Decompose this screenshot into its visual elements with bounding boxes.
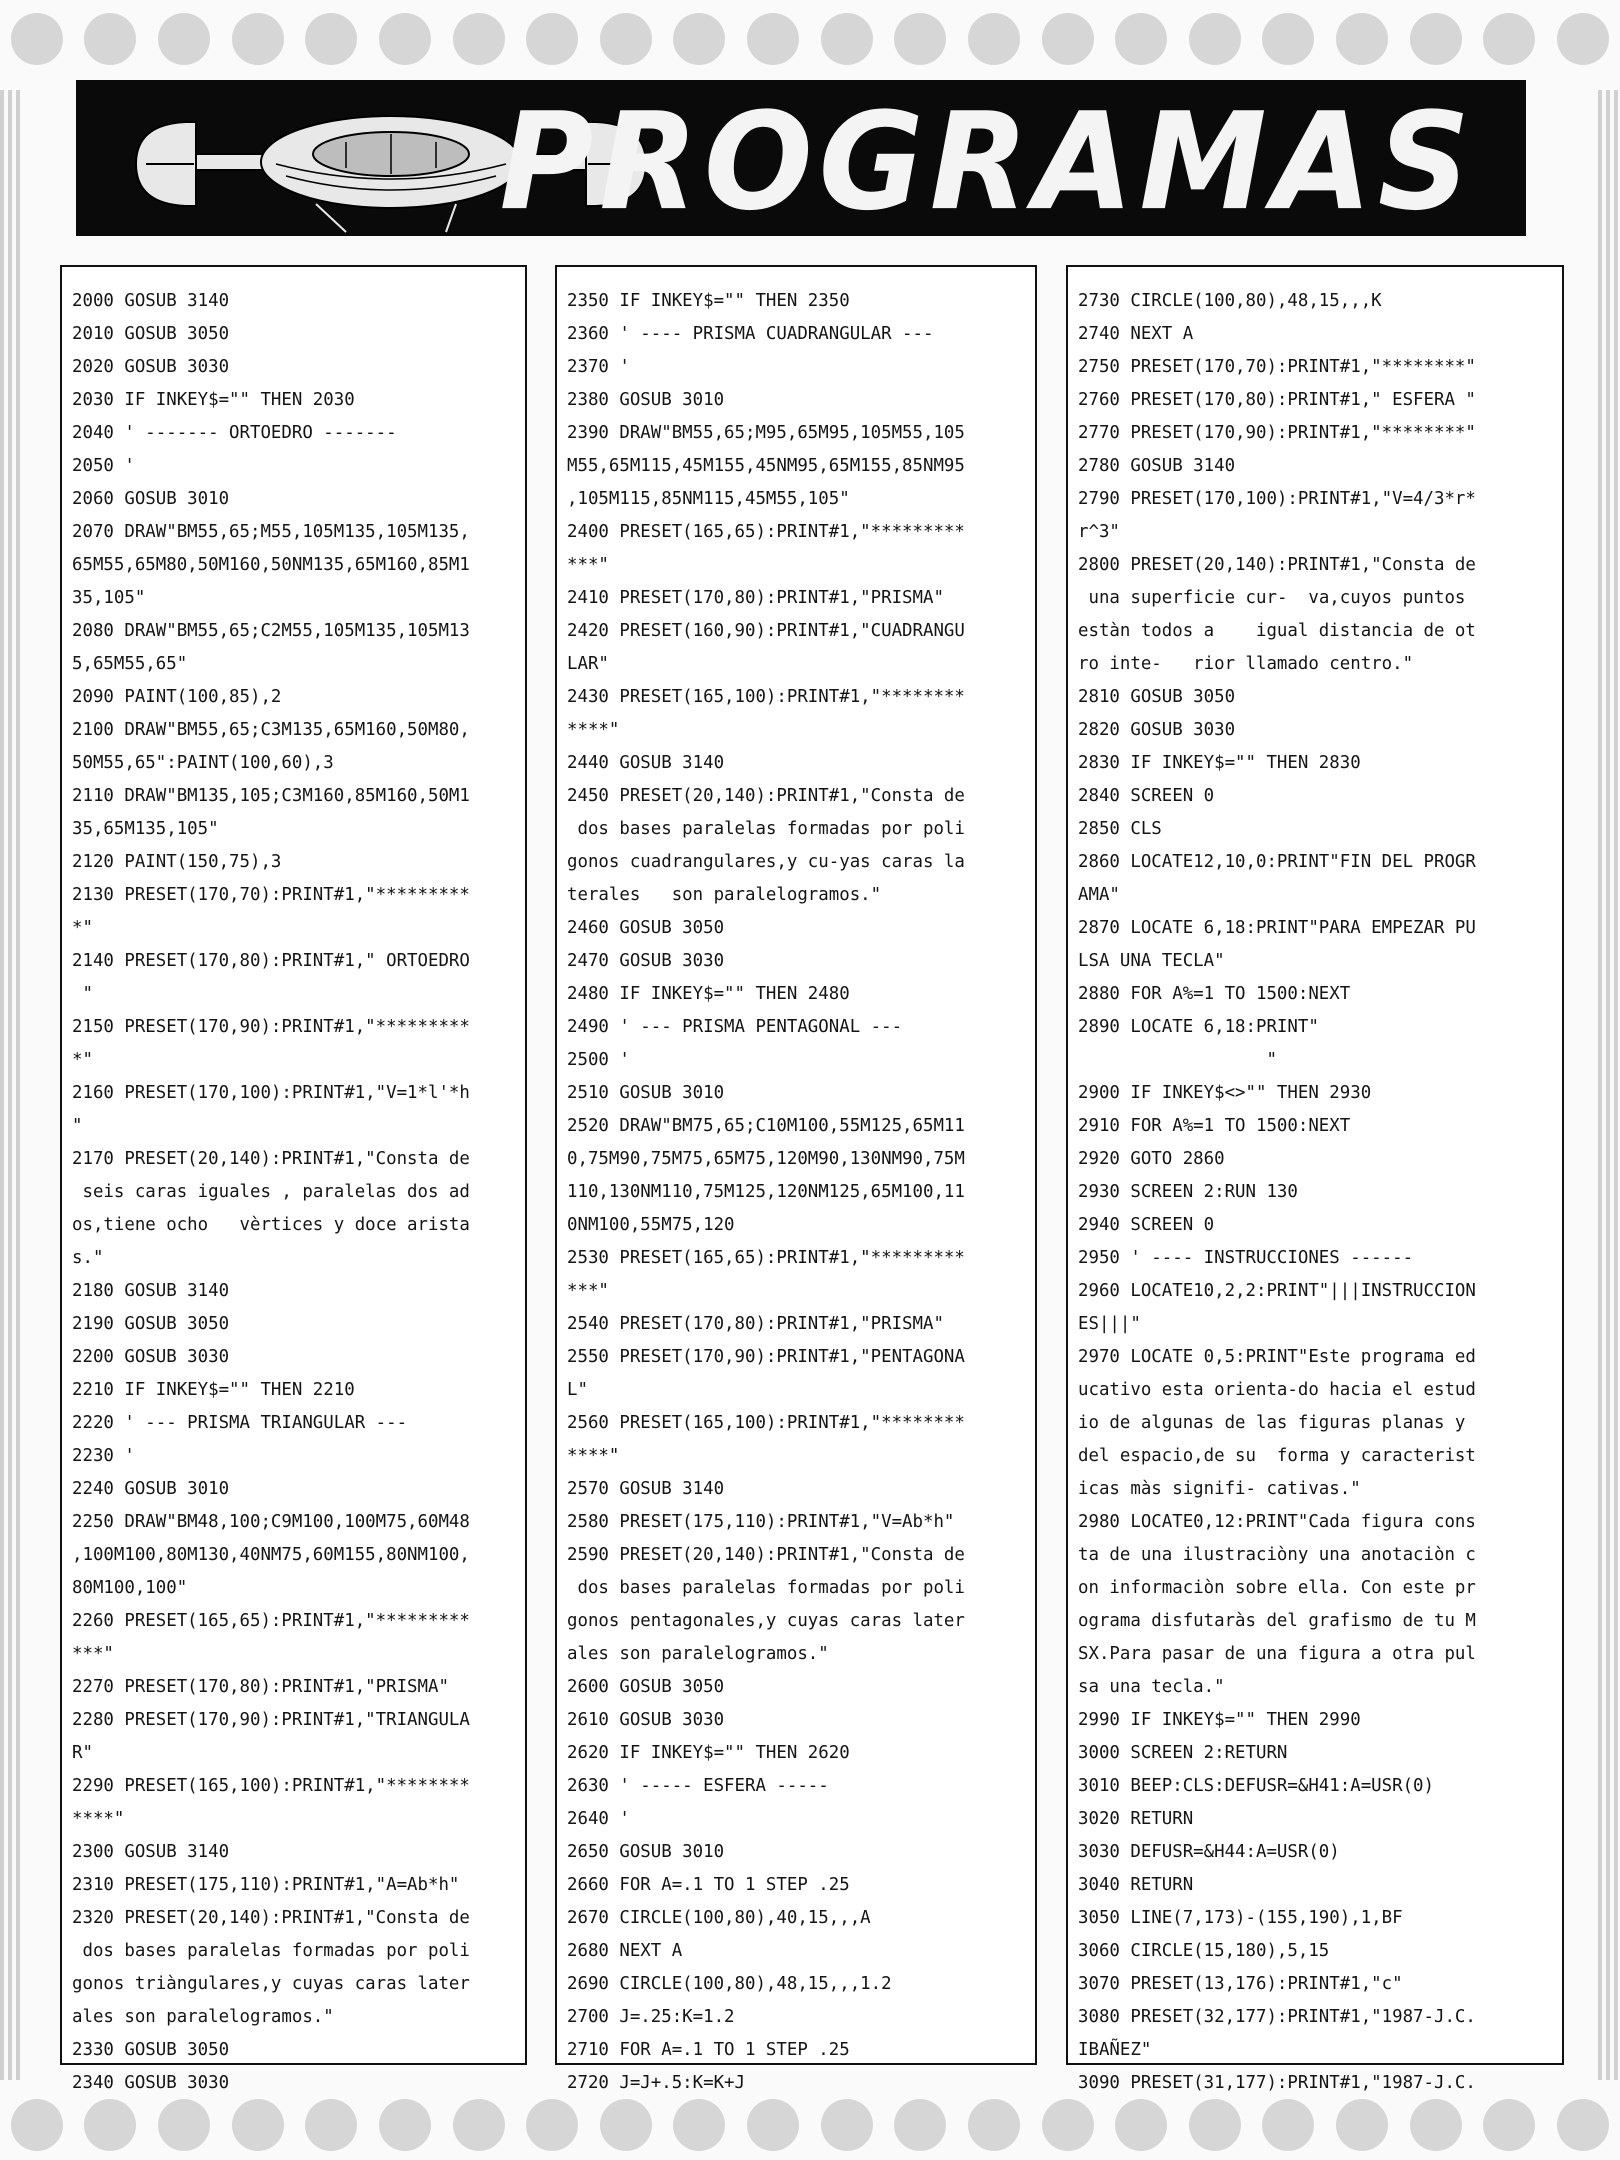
border-dot [1115, 2099, 1167, 2151]
code-line: 2810 GOSUB 3050 [1078, 687, 1236, 707]
code-line: 2120 PAINT(150,75),3 [72, 852, 282, 872]
code-line: ***" [567, 1281, 609, 1301]
code-line: 2420 PRESET(160,90):PRINT#1,"CUADRANGU [567, 621, 965, 641]
code-line: 2350 IF INKEY$="" THEN 2350 [567, 291, 850, 311]
code-line: 2140 PRESET(170,80):PRINT#1," ORTOEDRO [72, 951, 470, 971]
border-dot [526, 2099, 578, 2151]
code-line: 2170 PRESET(20,140):PRINT#1,"Consta de [72, 1149, 470, 1169]
code-line: 2950 ' ---- INSTRUCCIONES ------ [1078, 1248, 1414, 1268]
code-line: IBAÑEZ" [1078, 2040, 1152, 2060]
code-line: ograma disfutaràs del grafismo de tu M [1078, 1611, 1476, 1631]
code-line: 2850 CLS [1078, 819, 1162, 839]
code-line: seis caras iguales , paralelas dos ad [72, 1182, 470, 1202]
code-line: 2030 IF INKEY$="" THEN 2030 [72, 390, 355, 410]
code-line: 2790 PRESET(170,100):PRINT#1,"V=4/3*r* [1078, 489, 1476, 509]
code-line: 2760 PRESET(170,80):PRINT#1," ESFERA " [1078, 390, 1476, 410]
code-line: 0NM100,55M75,120 [567, 1215, 735, 1235]
code-line: 2230 ' [72, 1446, 135, 1466]
border-dot [305, 13, 357, 65]
code-line: gonos pentagonales,y cuyas caras later [567, 1611, 965, 1631]
code-line: 2000 GOSUB 3140 [72, 291, 230, 311]
code-line: 2830 IF INKEY$="" THEN 2830 [1078, 753, 1361, 773]
border-dot [968, 13, 1020, 65]
code-line: 2840 SCREEN 0 [1078, 786, 1215, 806]
code-line: 2220 ' --- PRISMA TRIANGULAR --- [72, 1413, 408, 1433]
code-line: 2520 DRAW"BM75,65;C10M100,55M125,65M11 [567, 1116, 965, 1136]
code-column-1 [60, 265, 527, 2093]
code-column-3 [1066, 265, 1564, 2093]
code-line: 2630 ' ----- ESFERA ----- [567, 1776, 829, 1796]
code-line: 2720 J=J+.5:K=K+J [567, 2073, 745, 2093]
code-line: SX.Para pasar de una figura a otra pul [1078, 1644, 1476, 1664]
code-line: 2660 FOR A=.1 TO 1 STEP .25 [567, 1875, 850, 1895]
border-dot [453, 2099, 505, 2151]
left-edge-stripes [0, 90, 22, 2080]
code-line: 3060 CIRCLE(15,180),5,15 [1078, 1941, 1330, 1961]
code-line: 2190 GOSUB 3050 [72, 1314, 230, 1334]
code-line: 2440 GOSUB 3140 [567, 753, 725, 773]
code-line: 2530 PRESET(165,65):PRINT#1,"********* [567, 1248, 965, 1268]
code-line: 2540 PRESET(170,80):PRINT#1,"PRISMA" [567, 1314, 944, 1334]
section-title: PROGRAMAS [499, 84, 1476, 241]
code-line: 3050 LINE(7,173)-(155,190),1,BF [1078, 1908, 1403, 1928]
code-line: 2730 CIRCLE(100,80),48,15,,,K [1078, 291, 1382, 311]
code-line: 2100 DRAW"BM55,65;C3M135,65M160,50M80, [72, 720, 470, 740]
border-dot [379, 13, 431, 65]
code-line: s." [72, 1248, 104, 1268]
code-line: 2020 GOSUB 3030 [72, 357, 230, 377]
top-dot-border [0, 4, 1620, 74]
code-line: ES|||" [1078, 1314, 1141, 1334]
code-line: una superficie cur- va,cuyos puntos [1078, 588, 1466, 608]
border-dot [11, 2099, 63, 2151]
border-dot [158, 2099, 210, 2151]
code-line: 2740 NEXT A [1078, 324, 1194, 344]
code-line: 2110 DRAW"BM135,105;C3M160,85M160,50M1 [72, 786, 470, 806]
code-line: 2010 GOSUB 3050 [72, 324, 230, 344]
code-line: 2770 PRESET(170,90):PRINT#1,"********" [1078, 423, 1476, 443]
border-dot [1262, 2099, 1314, 2151]
border-dot [84, 2099, 136, 2151]
border-dot [305, 2099, 357, 2151]
border-dot [600, 2099, 652, 2151]
code-column-2 [555, 265, 1037, 2093]
border-dot [379, 2099, 431, 2151]
code-line: 2450 PRESET(20,140):PRINT#1,"Consta de [567, 786, 965, 806]
code-line: 2580 PRESET(175,110):PRINT#1,"V=Ab*h" [567, 1512, 955, 1532]
code-line: *" [72, 918, 93, 938]
border-dot [673, 2099, 725, 2151]
border-dot [821, 2099, 873, 2151]
code-line: 2430 PRESET(165,100):PRINT#1,"******** [567, 687, 965, 707]
code-line: ***" [567, 555, 609, 575]
border-dot [747, 2099, 799, 2151]
code-line: 2920 GOTO 2860 [1078, 1149, 1225, 1169]
code-line: 2130 PRESET(170,70):PRINT#1,"********* [72, 885, 470, 905]
code-line: ro inte- rior llamado centro." [1078, 654, 1414, 674]
code-line: L" [567, 1380, 588, 1400]
code-line: estàn todos a igual distancia de ot [1078, 621, 1476, 641]
code-line: 2930 SCREEN 2:RUN 130 [1078, 1182, 1298, 1202]
code-line: ales son paralelogramos." [72, 2007, 334, 2027]
code-line: 2680 NEXT A [567, 1941, 683, 1961]
code-line: 50M55,65":PAINT(100,60),3 [72, 753, 334, 773]
code-line: 2150 PRESET(170,90):PRINT#1,"********* [72, 1017, 470, 1037]
code-line: 2890 LOCATE 6,18:PRINT" [1078, 1017, 1319, 1037]
code-line: sa una tecla." [1078, 1677, 1225, 1697]
right-edge-stripes [1598, 90, 1620, 2080]
code-line: 2780 GOSUB 3140 [1078, 456, 1236, 476]
code-line: 2200 GOSUB 3030 [72, 1347, 230, 1367]
code-line: " [72, 1116, 83, 1136]
code-line: 2390 DRAW"BM55,65;M95,65M95,105M55,105 [567, 423, 965, 443]
code-line: io de algunas de las figuras planas y [1078, 1413, 1466, 1433]
code-line: 2480 IF INKEY$="" THEN 2480 [567, 984, 850, 1004]
code-line: 2870 LOCATE 6,18:PRINT"PARA EMPEZAR PU [1078, 918, 1476, 938]
code-line: 2900 IF INKEY$<>"" THEN 2930 [1078, 1083, 1372, 1103]
code-line: 3000 SCREEN 2:RETURN [1078, 1743, 1288, 1763]
code-line: gonos triàngulares,y cuyas caras later [72, 1974, 470, 1994]
code-line: del espacio,de su forma y caracterist [1078, 1446, 1476, 1466]
border-dot [1483, 2099, 1535, 2151]
code-line: 2570 GOSUB 3140 [567, 1479, 725, 1499]
border-dot [1189, 2099, 1241, 2151]
code-line: 2970 LOCATE 0,5:PRINT"Este programa ed [1078, 1347, 1476, 1367]
border-dot [453, 13, 505, 65]
code-line: " [72, 984, 93, 1004]
code-line: 2590 PRESET(20,140):PRINT#1,"Consta de [567, 1545, 965, 1565]
code-line: 2360 ' ---- PRISMA CUADRANGULAR --- [567, 324, 934, 344]
code-line: 3030 DEFUSR=&H44:A=USR(0) [1078, 1842, 1340, 1862]
code-line: 2910 FOR A%=1 TO 1500:NEXT [1078, 1116, 1351, 1136]
code-line: ***" [72, 1644, 114, 1664]
code-line: 2940 SCREEN 0 [1078, 1215, 1215, 1235]
code-line: ****" [567, 720, 620, 740]
code-line: 2400 PRESET(165,65):PRINT#1,"********* [567, 522, 965, 542]
border-dot [1189, 13, 1241, 65]
code-line: 2280 PRESET(170,90):PRINT#1,"TRIANGULA [72, 1710, 470, 1730]
code-line: 2510 GOSUB 3010 [567, 1083, 725, 1103]
code-line: 2750 PRESET(170,70):PRINT#1,"********" [1078, 357, 1476, 377]
code-line: 2560 PRESET(165,100):PRINT#1,"******** [567, 1413, 965, 1433]
code-line: 2490 ' --- PRISMA PENTAGONAL --- [567, 1017, 903, 1037]
code-line: 3070 PRESET(13,176):PRINT#1,"c" [1078, 1974, 1403, 1994]
code-line: 2330 GOSUB 3050 [72, 2040, 230, 2060]
code-line: 2290 PRESET(165,100):PRINT#1,"******** [72, 1776, 470, 1796]
border-dot [1262, 13, 1314, 65]
border-dot [84, 13, 136, 65]
code-line: 2080 DRAW"BM55,65;C2M55,105M135,105M13 [72, 621, 470, 641]
code-line: 2270 PRESET(170,80):PRINT#1,"PRISMA" [72, 1677, 449, 1697]
code-line: 80M100,100" [72, 1578, 188, 1598]
code-line: 2650 GOSUB 3010 [567, 1842, 725, 1862]
code-line: 2070 DRAW"BM55,65;M55,105M135,105M135, [72, 522, 470, 542]
code-line: ucativo esta orienta-do hacia el estud [1078, 1380, 1476, 1400]
code-line: 2060 GOSUB 3010 [72, 489, 230, 509]
code-line: LAR" [567, 654, 609, 674]
code-line: 2710 FOR A=.1 TO 1 STEP .25 [567, 2040, 850, 2060]
code-line: gonos cuadrangulares,y cu-yas caras la [567, 852, 965, 872]
code-line: 2640 ' [567, 1809, 630, 1829]
code-line: dos bases paralelas formadas por poli [567, 1578, 965, 1598]
code-line: dos bases paralelas formadas por poli [72, 1941, 470, 1961]
code-line: ta de una ilustraciòny una anotaciòn c [1078, 1545, 1476, 1565]
code-line: 2980 LOCATE0,12:PRINT"Cada figura cons [1078, 1512, 1476, 1532]
border-dot [1115, 13, 1167, 65]
code-line: 65M55,65M80,50M160,50NM135,65M160,85M1 [72, 555, 470, 575]
code-line: 2800 PRESET(20,140):PRINT#1,"Consta de [1078, 555, 1476, 575]
border-dot [1483, 13, 1535, 65]
code-line: icas màs signifi- cativas." [1078, 1479, 1361, 1499]
code-line: 35,65M135,105" [72, 819, 219, 839]
border-dot [1557, 13, 1609, 65]
code-line: 2250 DRAW"BM48,100;C9M100,100M75,60M48 [72, 1512, 470, 1532]
border-dot [1410, 2099, 1462, 2151]
border-dot [747, 13, 799, 65]
code-line: 2860 LOCATE12,10,0:PRINT"FIN DEL PROGR [1078, 852, 1476, 872]
code-line: ****" [567, 1446, 620, 1466]
border-dot [1336, 13, 1388, 65]
code-line: 3020 RETURN [1078, 1809, 1194, 1829]
code-line: dos bases paralelas formadas por poli [567, 819, 965, 839]
code-line: AMA" [1078, 885, 1120, 905]
code-line: 2040 ' ------- ORTOEDRO ------- [72, 423, 397, 443]
border-dot [11, 13, 63, 65]
border-dot [968, 2099, 1020, 2151]
code-line: r^3" [1078, 522, 1120, 542]
code-line: 3090 PRESET(31,177):PRINT#1,"1987-J.C. [1078, 2073, 1476, 2093]
code-line: ales son paralelogramos." [567, 1644, 829, 1664]
code-line: ****" [72, 1809, 125, 1829]
code-line: 2410 PRESET(170,80):PRINT#1,"PRISMA" [567, 588, 944, 608]
border-dot [673, 13, 725, 65]
border-dot [894, 2099, 946, 2151]
code-line: 2600 GOSUB 3050 [567, 1677, 725, 1697]
header-banner [76, 80, 1526, 241]
code-line: 2550 PRESET(170,90):PRINT#1,"PENTAGONA [567, 1347, 965, 1367]
code-line: 2300 GOSUB 3140 [72, 1842, 230, 1862]
code-line: 2670 CIRCLE(100,80),40,15,,,A [567, 1908, 871, 1928]
border-dot [1557, 2099, 1609, 2151]
code-line: 110,130NM110,75M125,120NM125,65M100,11 [567, 1182, 965, 1202]
code-line: 2620 IF INKEY$="" THEN 2620 [567, 1743, 850, 1763]
code-line: 5,65M55,65" [72, 654, 188, 674]
border-dot [232, 2099, 284, 2151]
bottom-dot-border [0, 2090, 1620, 2160]
code-line: 2240 GOSUB 3010 [72, 1479, 230, 1499]
border-dot [158, 13, 210, 65]
code-line: 2610 GOSUB 3030 [567, 1710, 725, 1730]
code-line: terales son paralelogramos." [567, 885, 882, 905]
code-line: 2050 ' [72, 456, 135, 476]
code-line: 3040 RETURN [1078, 1875, 1194, 1895]
code-line: 2160 PRESET(170,100):PRINT#1,"V=1*l'*h [72, 1083, 470, 1103]
code-line: 2960 LOCATE10,2,2:PRINT"|||INSTRUCCION [1078, 1281, 1476, 1301]
code-line: 2460 GOSUB 3050 [567, 918, 725, 938]
code-line: 2260 PRESET(165,65):PRINT#1,"********* [72, 1611, 470, 1631]
code-line: 2340 GOSUB 3030 [72, 2073, 230, 2093]
code-line: *" [72, 1050, 93, 1070]
code-line: ,100M100,80M130,40NM75,60M155,80NM100, [72, 1545, 470, 1565]
code-line: M55,65M115,45M155,45NM95,65M155,85NM95 [567, 456, 965, 476]
border-dot [1410, 13, 1462, 65]
border-dot [894, 13, 946, 65]
code-line: 2700 J=.25:K=1.2 [567, 2007, 735, 2027]
code-line: ,105M115,85NM115,45M55,105" [567, 489, 850, 509]
code-line: 2380 GOSUB 3010 [567, 390, 725, 410]
code-line: R" [72, 1743, 93, 1763]
code-line: 2090 PAINT(100,85),2 [72, 687, 282, 707]
code-line: 2500 ' [567, 1050, 630, 1070]
code-line: 2180 GOSUB 3140 [72, 1281, 230, 1301]
code-line: 2310 PRESET(175,110):PRINT#1,"A=Ab*h" [72, 1875, 460, 1895]
code-line: " [1078, 1050, 1277, 1070]
code-line: 2210 IF INKEY$="" THEN 2210 [72, 1380, 355, 1400]
code-line: 2820 GOSUB 3030 [1078, 720, 1236, 740]
border-dot [1042, 2099, 1094, 2151]
border-dot [821, 13, 873, 65]
code-line: 2320 PRESET(20,140):PRINT#1,"Consta de [72, 1908, 470, 1928]
code-line: 2690 CIRCLE(100,80),48,15,,,1.2 [567, 1974, 892, 1994]
code-line: on informaciòn sobre ella. Con este pr [1078, 1578, 1476, 1598]
code-line: 2370 ' [567, 357, 630, 377]
code-line: 3010 BEEP:CLS:DEFUSR=&H41:A=USR(0) [1078, 1776, 1434, 1796]
code-line: 2990 IF INKEY$="" THEN 2990 [1078, 1710, 1361, 1730]
code-line: 0,75M90,75M75,65M75,120M90,130NM90,75M [567, 1149, 965, 1169]
code-line: 3080 PRESET(32,177):PRINT#1,"1987-J.C. [1078, 2007, 1476, 2027]
code-line: LSA UNA TECLA" [1078, 951, 1225, 971]
border-dot [1336, 2099, 1388, 2151]
code-line: os,tiene ocho vèrtices y doce arista [72, 1215, 470, 1235]
border-dot [1042, 13, 1094, 65]
border-dot [526, 13, 578, 65]
border-dot [232, 13, 284, 65]
code-line: 2880 FOR A%=1 TO 1500:NEXT [1078, 984, 1351, 1004]
code-line: 2470 GOSUB 3030 [567, 951, 725, 971]
border-dot [600, 13, 652, 65]
code-line: 35,105" [72, 588, 146, 608]
